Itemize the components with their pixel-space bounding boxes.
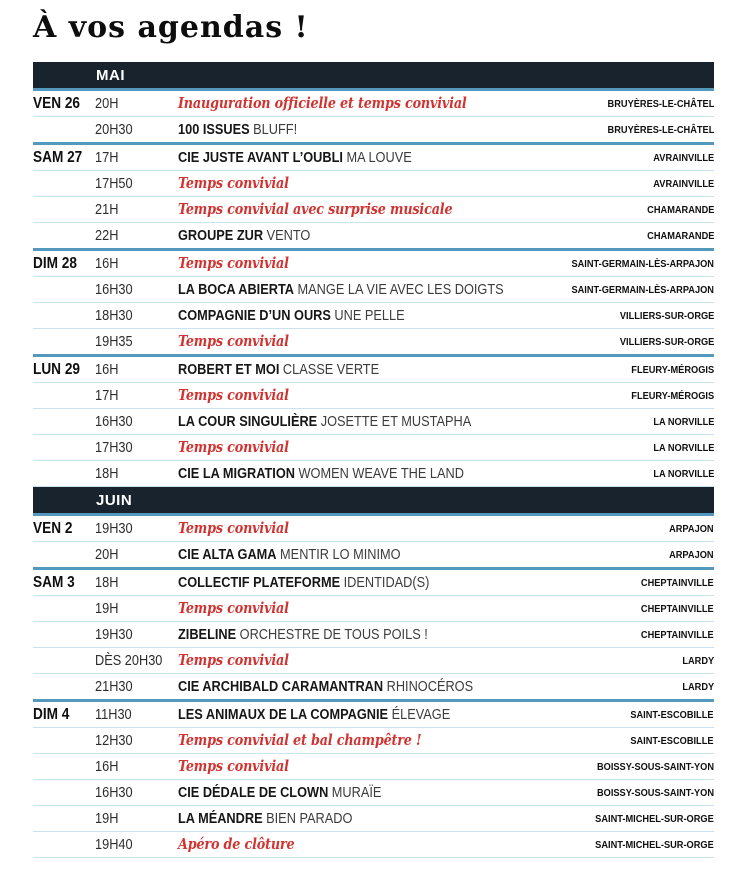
row-location-label: SAINT-GERMAIN-LÈS-ARPAJON	[571, 257, 714, 270]
event-subtitle: WOMEN WEAVE THE LAND	[298, 465, 464, 482]
event-subtitle: RHINOCÉROS	[386, 678, 474, 695]
row-time-label: 16H30	[95, 784, 133, 801]
row-location-label: BOISSY-SOUS-SAINT-YON	[596, 760, 714, 773]
row-time-label: 19H40	[95, 836, 133, 853]
event-name: ROBERT ET MOI	[178, 361, 280, 378]
row-time	[95, 679, 178, 695]
row-location-label: LA NORVILLE	[652, 415, 714, 428]
row-day	[33, 706, 95, 724]
event-subtitle: JOSETTE ET MUSTAPHA	[320, 413, 472, 430]
section-header-juin	[33, 487, 714, 513]
event-name: LA BOCA ABIERTA	[178, 281, 295, 298]
row-time-label: 16H	[95, 255, 119, 272]
row-location	[631, 629, 714, 641]
row-location-label: LARDY	[682, 654, 714, 667]
row-time	[95, 837, 178, 853]
event-name: CIE JUSTE AVANT L’OUBLI	[178, 149, 343, 166]
row-day-label: VEN 2	[33, 519, 73, 537]
row-time	[95, 122, 178, 138]
row-event	[178, 758, 581, 775]
event-text	[178, 811, 352, 827]
row-location-label: AVRAINVILLE	[653, 151, 714, 164]
row-day	[33, 574, 95, 592]
row-location-label: FLEURY-MÉROGIS	[631, 363, 714, 376]
event-name: CIE ARCHIBALD CARAMANTRAN	[178, 678, 384, 695]
row-location-label: LA NORVILLE	[652, 441, 714, 454]
row-time	[95, 96, 178, 112]
row-day-label: DIM 28	[33, 254, 77, 272]
row-location-label: LARDY	[682, 680, 714, 693]
row-location	[645, 178, 714, 190]
event-name: CIE ALTA GAMA	[178, 546, 277, 563]
table-row	[33, 116, 714, 142]
row-event	[178, 466, 645, 482]
row-location-label: BRUYÈRES-LE-CHÂTEL	[607, 123, 714, 136]
row-time	[95, 759, 178, 775]
row-event	[178, 707, 619, 723]
event-text	[178, 466, 464, 482]
table-row	[33, 541, 714, 567]
event-subtitle: UNE PELLE	[334, 307, 405, 324]
page-title: À vos agendas !	[33, 10, 309, 45]
section-body-mai	[33, 88, 714, 487]
row-event	[178, 175, 645, 192]
row-day-label: DIM 4	[33, 705, 70, 723]
note-text: Inauguration officielle et temps convivial	[178, 95, 467, 112]
table-row	[33, 382, 714, 408]
row-time-label: 11H30	[95, 706, 132, 723]
table-row	[33, 779, 714, 805]
section-label: JUIN	[96, 491, 133, 509]
row-location-label: AVRAINVILLE	[653, 177, 714, 190]
row-event	[178, 122, 593, 138]
row-location	[620, 390, 714, 402]
row-event	[178, 600, 631, 617]
row-time-label: 19H30	[95, 520, 133, 537]
table-row	[33, 302, 714, 328]
table-row	[33, 673, 714, 699]
table-row	[33, 460, 714, 486]
table-row	[33, 434, 714, 460]
row-day	[33, 520, 95, 538]
row-location-label: CHEPTAINVILLE	[641, 628, 714, 641]
event-name: COLLECTIF PLATEFORME	[178, 574, 341, 591]
row-time	[95, 733, 178, 749]
table-row	[33, 513, 714, 541]
row-location-label: CHAMARANDE	[646, 229, 714, 242]
event-text	[178, 785, 381, 801]
note-text: Temps convivial	[178, 652, 289, 669]
section-header-mai	[33, 62, 714, 88]
row-time	[95, 547, 178, 563]
row-time	[95, 811, 178, 827]
row-location	[678, 681, 714, 693]
row-location-label: CHEPTAINVILLE	[641, 576, 714, 589]
row-time-label: 18H	[95, 465, 119, 482]
row-event	[178, 282, 552, 298]
row-location	[678, 655, 714, 667]
row-event	[178, 785, 581, 801]
table-row	[33, 699, 714, 727]
event-text	[178, 679, 473, 695]
note-text: Temps convivial	[178, 255, 289, 272]
row-time-label: 18H30	[95, 307, 133, 324]
row-time-label: 17H	[95, 149, 119, 166]
event-subtitle: ÉLEVAGE	[391, 706, 451, 723]
row-location	[638, 204, 714, 216]
row-location-label: ARPAJON	[669, 522, 714, 535]
row-time-label: 18H	[95, 574, 119, 591]
table-row	[33, 595, 714, 621]
row-event	[178, 362, 620, 378]
row-location	[663, 549, 714, 561]
note-text: Temps convivial	[178, 758, 289, 775]
table-row	[33, 328, 714, 354]
row-time-label: 19H	[95, 810, 119, 827]
event-text	[178, 228, 310, 244]
row-time-label: 17H30	[95, 439, 133, 456]
event-name: GROUPE ZUR	[178, 227, 264, 244]
event-name: LA COUR SINGULIÈRE	[178, 413, 318, 430]
row-time	[95, 466, 178, 482]
event-text	[178, 547, 401, 563]
row-time	[95, 228, 178, 244]
row-time-label: 16H	[95, 758, 119, 775]
note-text: Temps convivial et bal champêtre !	[178, 732, 422, 749]
table-row	[33, 170, 714, 196]
row-time-label: 19H35	[95, 333, 133, 350]
row-location	[631, 577, 714, 589]
event-name: LA MÉANDRE	[178, 810, 263, 827]
row-event	[178, 547, 663, 563]
note-text: Temps convivial avec surprise musicale	[178, 201, 453, 218]
row-time-label: 16H30	[95, 413, 133, 430]
row-event	[178, 201, 638, 218]
event-text	[178, 282, 504, 298]
event-text	[178, 414, 471, 430]
event-subtitle: BLUFF!	[253, 121, 298, 138]
row-time-label: 22H	[95, 227, 119, 244]
event-name: 100 ISSUES	[178, 121, 250, 138]
row-location-label: ARPAJON	[669, 548, 714, 561]
note-text: Temps convivial	[178, 387, 289, 404]
table-row	[33, 408, 714, 434]
table-row	[33, 727, 714, 753]
row-time	[95, 362, 178, 378]
row-event	[178, 308, 607, 324]
row-day-label: VEN 26	[33, 94, 81, 112]
row-event	[178, 439, 645, 456]
row-time	[95, 440, 178, 456]
row-time	[95, 653, 178, 669]
row-time	[95, 575, 178, 591]
row-time	[95, 176, 178, 192]
row-event	[178, 255, 552, 272]
row-location	[593, 124, 714, 136]
row-location-label: CHAMARANDE	[646, 203, 714, 216]
row-location-label: VILLIERS-SUR-ORGE	[619, 335, 714, 348]
note-text: Temps convivial	[178, 333, 289, 350]
row-time	[95, 707, 178, 723]
row-day-label: SAM 27	[33, 148, 83, 166]
row-event	[178, 520, 663, 537]
event-text	[178, 627, 428, 643]
event-text	[178, 575, 429, 591]
row-time-label: 20H	[95, 546, 119, 563]
row-event	[178, 95, 593, 112]
note-text: Temps convivial	[178, 600, 289, 617]
event-text	[178, 122, 297, 138]
row-location	[593, 98, 714, 110]
row-time	[95, 414, 178, 430]
row-day	[33, 149, 95, 167]
row-location	[552, 284, 714, 296]
row-time	[95, 627, 178, 643]
row-day	[33, 95, 95, 113]
row-time-label: 19H30	[95, 626, 133, 643]
row-time	[95, 282, 178, 298]
row-time	[95, 150, 178, 166]
table-row	[33, 831, 714, 857]
row-location-label: LA NORVILLE	[652, 467, 714, 480]
row-time-label: 16H30	[95, 281, 133, 298]
row-location-label: SAINT-GERMAIN-LÈS-ARPAJON	[571, 283, 714, 296]
event-subtitle: MANGE LA VIE AVEC LES DOIGTS	[297, 281, 504, 298]
row-time-label: 19H	[95, 600, 119, 617]
row-location-label: CHEPTAINVILLE	[641, 602, 714, 615]
table-row	[33, 248, 714, 276]
row-day-label: SAM 3	[33, 573, 75, 591]
event-subtitle: MURAÏE	[331, 784, 382, 801]
row-time-label: 17H	[95, 387, 119, 404]
row-time	[95, 601, 178, 617]
note-text: Temps convivial	[178, 520, 289, 537]
table-row	[33, 222, 714, 248]
row-time	[95, 388, 178, 404]
row-day-label: LUN 29	[33, 360, 80, 378]
event-subtitle: ORCHESTRE DE TOUS POILS !	[239, 626, 428, 643]
note-text: Temps convivial	[178, 175, 289, 192]
row-time	[95, 785, 178, 801]
row-location	[631, 603, 714, 615]
row-location	[645, 468, 714, 480]
row-location-label: FLEURY-MÉROGIS	[631, 389, 714, 402]
row-event	[178, 811, 579, 827]
row-location	[552, 258, 714, 270]
row-time-label: 20H30	[95, 121, 133, 138]
row-location	[645, 152, 714, 164]
section-body-juin	[33, 513, 714, 858]
row-time	[95, 334, 178, 350]
section-label: MAI	[96, 66, 125, 84]
note-text: Apéro de clôture	[178, 836, 295, 853]
row-time-label: 17H50	[95, 175, 133, 192]
row-event	[178, 679, 678, 695]
table-row	[33, 142, 714, 170]
event-text	[178, 362, 379, 378]
row-location	[607, 310, 714, 322]
row-location	[638, 230, 714, 242]
event-name: LES ANIMAUX DE LA COMPAGNIE	[178, 706, 389, 723]
event-subtitle: MA LOUVE	[346, 149, 412, 166]
row-location	[581, 787, 714, 799]
row-event	[178, 732, 619, 749]
note-text: Temps convivial	[178, 439, 289, 456]
row-event	[178, 652, 678, 669]
row-location	[581, 761, 714, 773]
event-name: ZIBELINE	[178, 626, 237, 643]
event-subtitle: BIEN PARADO	[266, 810, 353, 827]
row-location	[619, 709, 714, 721]
event-text	[178, 150, 412, 166]
table-row	[33, 621, 714, 647]
event-subtitle: CLASSE VERTE	[282, 361, 380, 378]
table-row	[33, 567, 714, 595]
agenda-table	[33, 62, 714, 858]
row-event	[178, 228, 638, 244]
row-location-label: SAINT-ESCOBILLE	[630, 708, 714, 721]
row-day	[33, 255, 95, 273]
table-row	[33, 647, 714, 673]
event-name: CIE DÉDALE DE CLOWN	[178, 784, 329, 801]
row-location	[607, 336, 714, 348]
row-location	[579, 813, 714, 825]
table-row	[33, 88, 714, 116]
table-row	[33, 354, 714, 382]
row-event	[178, 387, 620, 404]
row-event	[178, 836, 579, 853]
row-event	[178, 414, 645, 430]
event-subtitle: VENTO	[266, 227, 311, 244]
row-time-label: 16H	[95, 361, 119, 378]
row-time	[95, 308, 178, 324]
table-row	[33, 805, 714, 831]
row-time-label: 21H	[95, 201, 119, 218]
row-location	[619, 735, 714, 747]
row-location-label: SAINT-MICHEL-SUR-ORGE	[595, 838, 714, 851]
row-location-label: VILLIERS-SUR-ORGE	[619, 309, 714, 322]
row-time	[95, 202, 178, 218]
row-event	[178, 333, 607, 350]
row-time-label: 21H30	[95, 678, 133, 695]
row-location	[645, 416, 714, 428]
row-location-label: BRUYÈRES-LE-CHÂTEL	[607, 97, 714, 110]
row-event	[178, 150, 645, 166]
table-row	[33, 276, 714, 302]
row-time-label: DÈS 20H30	[95, 652, 163, 669]
row-time-label: 12H30	[95, 732, 133, 749]
row-event	[178, 575, 631, 591]
event-name: CIE LA MIGRATION	[178, 465, 295, 482]
table-row	[33, 753, 714, 779]
row-location-label: SAINT-MICHEL-SUR-ORGE	[595, 812, 714, 825]
event-subtitle: IDENTIDAD(S)	[343, 574, 430, 591]
row-location-label: BOISSY-SOUS-SAINT-YON	[596, 786, 714, 799]
row-day	[33, 361, 95, 379]
row-time-label: 20H	[95, 95, 119, 112]
table-row	[33, 196, 714, 222]
event-text	[178, 308, 405, 324]
event-text	[178, 707, 450, 723]
row-location	[620, 364, 714, 376]
row-event	[178, 627, 631, 643]
row-location	[579, 839, 714, 851]
event-subtitle: MENTIR LO MINIMO	[280, 546, 401, 563]
row-time	[95, 521, 178, 537]
row-time	[95, 256, 178, 272]
row-location	[663, 523, 714, 535]
row-location	[645, 442, 714, 454]
row-location-label: SAINT-ESCOBILLE	[630, 734, 714, 747]
event-name: COMPAGNIE D’UN OURS	[178, 307, 331, 324]
